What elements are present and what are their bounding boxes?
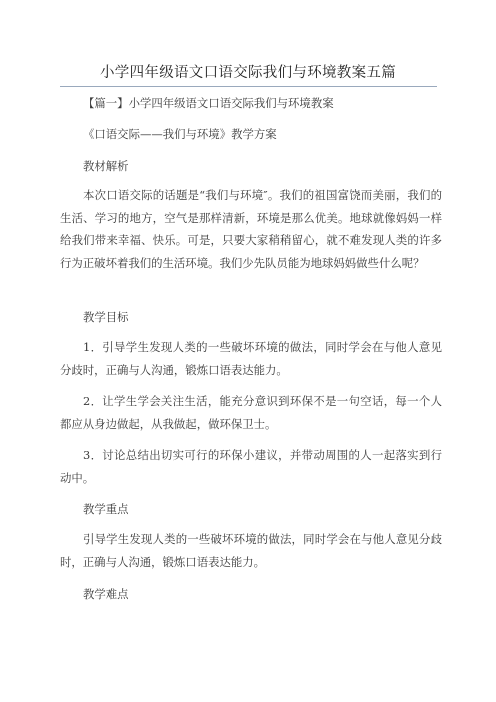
textbook-analysis-paragraph: 本次口语交际的话题是“我们与环境″。我们的祖国富饶而美丽，我们的生活、学习的地方，空气是那样清新，环境是那么优美。地球就像妈妈一样给我们带来幸福、快乐。可是，只要大家稍稍留心，就不难发现人类的许多行为正破坏着我们的生活环境。我们少先队员能为地球妈妈做些什么呢？ bbox=[60, 188, 442, 270]
title-divider bbox=[60, 86, 437, 87]
document-title: 小学四年级语文口语交际我们与环境教案五篇 bbox=[100, 65, 396, 81]
objective-item-3: 3．讨论总结出切实可行的环保小建议，并带动周围的人一起落实到行动中。 bbox=[60, 448, 442, 485]
plan-title: 《口语交际——我们与环境》教学方案 bbox=[83, 127, 277, 141]
section-heading: 【篇一】小学四年级语文口语交际我们与环境教案 bbox=[83, 96, 334, 110]
key-points-paragraph: 引导学生发现人类的一些破坏环境的做法，同时学会在与他人意见分歧时，正确与人沟通，锻炼口语表达能力。 bbox=[60, 532, 442, 569]
key-points-heading: 教学重点 bbox=[83, 502, 129, 516]
difficult-points-heading: 教学难点 bbox=[83, 587, 129, 601]
objectives-heading: 教学目标 bbox=[83, 310, 129, 324]
textbook-analysis-heading: 教材解析 bbox=[83, 159, 129, 173]
objective-item-2: 2．让学生学会关注生活，能充分意识到环保不是一句空话，每一个人都应从身边做起，从我做起，做环保卫士。 bbox=[60, 394, 442, 431]
objective-item-1: 1．引导学生发现人类的一些破坏环境的做法，同时学会在与他人意见分歧时，正确与人沟通，锻炼口语表达能力。 bbox=[60, 340, 442, 377]
